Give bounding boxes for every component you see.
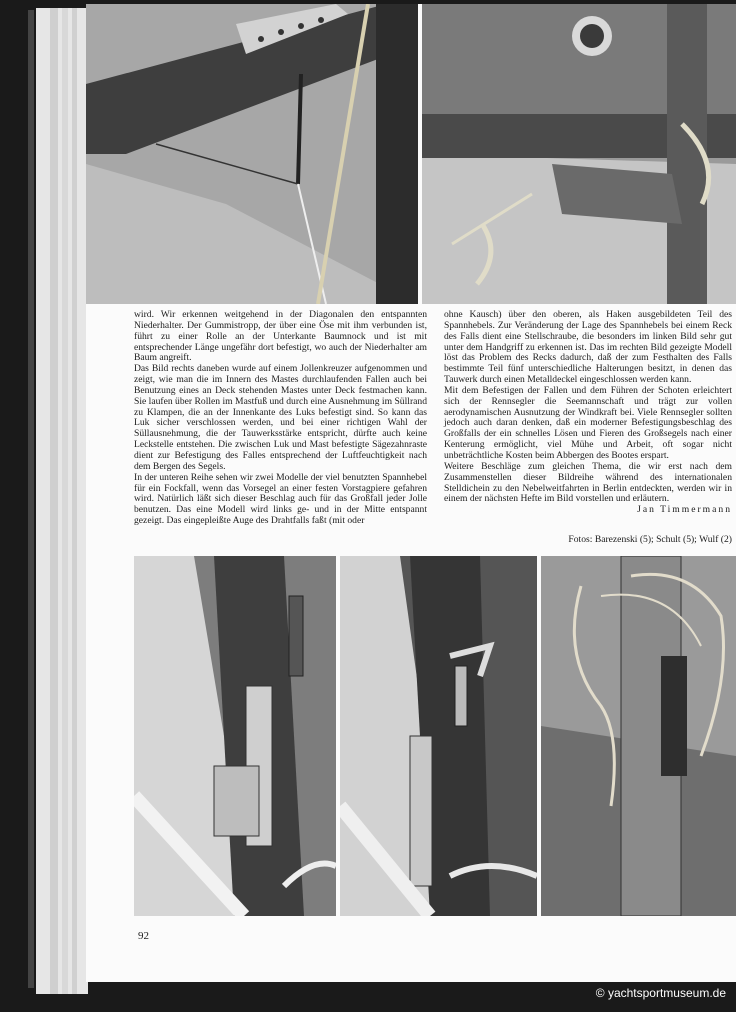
- article-paragraph: Das Bild rechts daneben wurde auf einem Jollenkreuzer aufgenommen und zeigt, wie man die im Innern des Mastes durchlaufenden Fallen auch bei Benutzung eines an Deck stehenden Mastes unter Deck festmachen kann. Sie laufen über Rollen im Mastfuß und durch eine Ausnehmung im Süllrand zu Klampen, die an der Innenkante des Luks befestigt sind. So kann das Luk sicher verschlossen werden, und bei einer richtigen Wahl der Süllausnehmung, die der Tauwerksstärke entspricht, dürfte auch keine Leckstelle entstehen. Die zwischen Luk und Mast befestigte Sägezahnraste dient zur Befestigung des Falles entsprechend der Luftfeuchtigkeit nach dem Bergen des Segels.: [134, 363, 427, 472]
- article-column-right: [444, 310, 732, 516]
- photo-mast-foot-deck: [422, 4, 736, 304]
- photo-cleat-right: [541, 556, 736, 916]
- page-stack-edge: [72, 8, 77, 994]
- article-paragraph: ohne Kausch) über den oberen, als Haken ausgebildeten Teil des Spannhebels. Zur Veränderung der Lage des Spannhebels bei einem Reck des Falls dient eine Stellschraube, die besonders im linken Bild sehr gut unter dem Handgriff zu erkennen ist. Das im rechten Bild gezeigte Modell löst das Problem des Recks dadurch, daß der zum Festhalten des Falls bestimmte Teil fünf unterschiedliche Halterungen besitzt, in denen das Tauwerk durch einen Metalldeckel eingeschlossen werden kann.: [444, 309, 732, 386]
- photo-lever-left: [134, 556, 336, 916]
- binding-spine: [28, 10, 34, 988]
- photo-credit: Fotos: Barezenski (5); Schult (5); Wulf (2): [568, 534, 732, 545]
- author-signature: Jan Timmermann: [637, 504, 732, 516]
- article-paragraph: Weitere Beschläge zum gleichen Thema, die wir erst nach dem Zusammenstellen dieser Bildreihe während des internationalen Stelldichein zu den Nebelweitfahrten in Berlin entdeckten, werden wir in einem der nächsten Hefte im Bild vorstellen und erläutern.: [444, 460, 732, 505]
- article-paragraph: Mit dem Befestigen der Fallen und dem Führen der Schoten erleichtert sich der Rennsegler die Seemannschaft und trägt zur vollen aerodynamischen Ausnutzung der Windkraft bei. Viele Rennsegler sollten jedoch auch daran denken, daß ein moderner Befestigungsbeschlag des Großfalls der ein schnelles Lösen und Fieren des Großsegels nach einer Kenterung ermöglicht, viel Mühe und Arbeit, oft sogar nicht unbeträchtliche Kosten beim Abbergen des Bootes erspart.: [444, 384, 732, 461]
- photo-boom-vang: [86, 4, 418, 304]
- watermark: © yachtsportmuseum.de: [595, 986, 726, 1000]
- page-stack-edge: [62, 8, 68, 994]
- article-column-left: [134, 310, 427, 527]
- article-paragraph: In der unteren Reihe sehen wir zwei Modelle der viel benutzten Spannhebel für ein Fockfall, wenn das Vorsegel an einer festen Vorstagpiere gefahren wird. Natürlich läßt sich dieser Beschlag auch für das Großfall jeder Jolle benutzen. Das eine Modell wird links ge- und in der Mitte entspannt gezeigt. Das eingepleißte Auge des Drahtfalls faßt (mit oder: [134, 471, 427, 527]
- article-paragraph: wird. Wir erkennen weitgehend in der Diagonalen den entspannten Niederhalter. Der Gummistropp, der über eine Öse mit ihm verbunden ist, führt zu einer Rolle an der Unterkante Baumnock und ist mit entsprechender Länge ungefähr dort befestigt, wo auch der Niederhalter am Baum angreift.: [134, 309, 427, 364]
- page-number: 92: [138, 930, 149, 942]
- page-stack-edge: [50, 8, 58, 994]
- photo-lever-middle: [340, 556, 537, 916]
- magazine-page: [86, 4, 736, 982]
